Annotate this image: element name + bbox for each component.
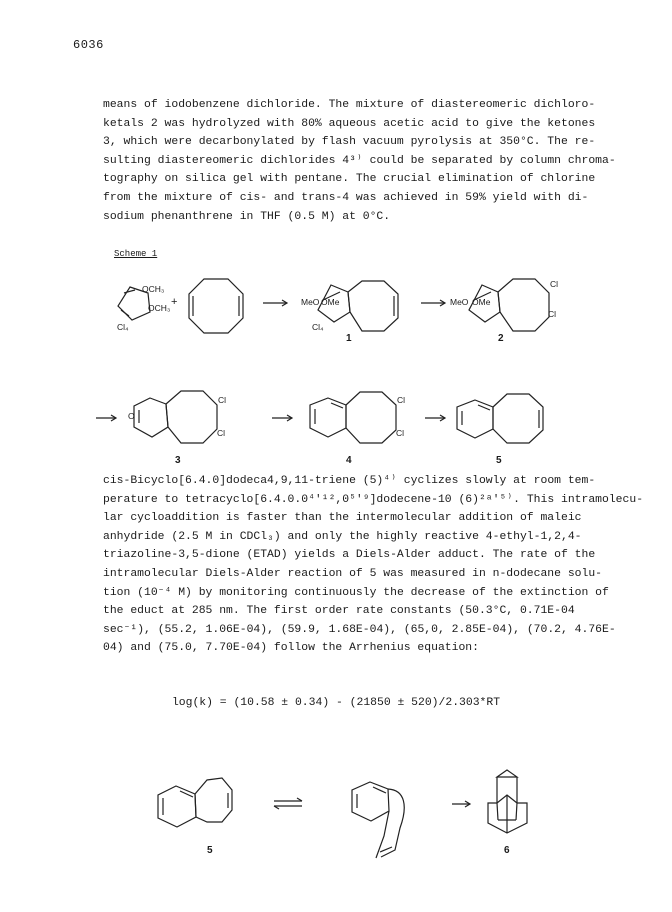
scheme-title: Scheme 1 bbox=[114, 249, 158, 259]
compound-number: 1 bbox=[346, 333, 352, 344]
text-line: cis-Bicyclo[6.4.0]dodeca4,9,11-triene (5)⁴⁾ cyclizes slowly at room tem- bbox=[103, 475, 596, 487]
text-line: 04) and (75.0, 7.70E-04) follow the Arrhenius equation: bbox=[103, 642, 479, 655]
cyclooctadiene-structure bbox=[189, 279, 243, 333]
meo-label: MeO bbox=[301, 297, 320, 307]
compound-number: 5 bbox=[207, 845, 213, 856]
compound-number: 4 bbox=[346, 455, 352, 466]
compound-4-structure bbox=[310, 392, 396, 443]
arrhenius-equation: log(k) = (10.58 ± 0.34) - (21850 ± 520)/2.303*RT bbox=[171, 697, 501, 709]
ome-label: OMe bbox=[472, 297, 491, 307]
compound-3-structure bbox=[134, 391, 217, 443]
text-line: ketals 2 was hydrolyzed with 80% aqueous acetic acid to give the ketones bbox=[103, 117, 596, 130]
text-line: tion (10⁻⁴ M) by monitoring continuously the decrease of the extinction of bbox=[103, 586, 609, 599]
text-line: 3, which were decarbonylated by flash vacuum pyrolysis at 350°C. The re- bbox=[103, 136, 596, 149]
compound-6-structure bbox=[488, 770, 527, 833]
ome-label: OMe bbox=[321, 297, 340, 307]
equilibrium-arrows bbox=[274, 798, 302, 809]
och3-top-label: OCH₃ bbox=[142, 284, 165, 294]
text-line: sec⁻¹), (55.2, 1.06E-04), (59.9, 1.68E-04), (65,0, 2.85E-04), (70.2, 4.76E- bbox=[103, 623, 616, 636]
meo-label: MeO bbox=[450, 297, 469, 307]
text-line: sodium phenanthrene in THF (0.5 M) at 0°C. bbox=[103, 210, 391, 223]
text-line: lar cycloaddition is faster than the intermolecular addition of maleic bbox=[103, 512, 582, 525]
compound-5-bottom-structure bbox=[158, 778, 232, 827]
text-line: sulting diastereomeric dichlorides 4³⁾ could be separated by column chroma- bbox=[103, 154, 616, 167]
text-line: triazoline-3,5-dione (ETAD) yields a Diels-Alder adduct. The rate of the bbox=[103, 549, 596, 562]
cl-label: Cl bbox=[396, 428, 405, 438]
cl-label: Cl bbox=[550, 279, 559, 289]
cl4-label: Cl₄ bbox=[117, 322, 129, 332]
cl-label: Cl bbox=[548, 309, 557, 319]
compound-5-structure bbox=[457, 394, 543, 443]
cl4-label: Cl₄ bbox=[312, 322, 324, 332]
text-line: perature to tetracyclo[6.4.0.0⁴'¹²,0⁵'⁹]dodecene-10 (6)²ᵃ'⁵⁾. This intramolecu- bbox=[103, 493, 644, 506]
cl-label: Cl bbox=[397, 395, 406, 405]
page-number: 6036 bbox=[73, 38, 104, 52]
text-line: means of iodobenzene dichloride. The mixture of diastereomeric dichloro- bbox=[103, 99, 596, 111]
text-line: anhydride (2.5 M in CDCl₃) and only the highly reactive 4-ethyl-1,2,4- bbox=[103, 530, 582, 543]
compound-number: 6 bbox=[504, 845, 510, 856]
compound-number: 5 bbox=[496, 455, 502, 466]
conformer-structure bbox=[352, 782, 404, 858]
cl-label: Cl bbox=[218, 395, 227, 405]
text-line: intramolecular Diels-Alder reaction of 5 was measured in n-dodecane solu- bbox=[103, 567, 602, 580]
compound-number: 3 bbox=[175, 455, 181, 466]
text-line: from the mixture of cis- and trans-4 was achieved in 59% yield with di- bbox=[103, 191, 589, 204]
och3-bottom-label: OCH₃ bbox=[148, 303, 171, 313]
paragraph-2 bbox=[103, 472, 644, 658]
oxygen-label: O bbox=[128, 411, 135, 421]
text-line: tography on silica gel with pentane. The crucial elimination of chlorine bbox=[103, 173, 596, 186]
text-line: the educt at 285 nm. The first order rate constants (50.3°C, 0.71E-04 bbox=[103, 605, 575, 618]
compound-number: 2 bbox=[498, 333, 504, 344]
plus-sign: + bbox=[171, 296, 178, 308]
cl-label: Cl bbox=[217, 428, 226, 438]
